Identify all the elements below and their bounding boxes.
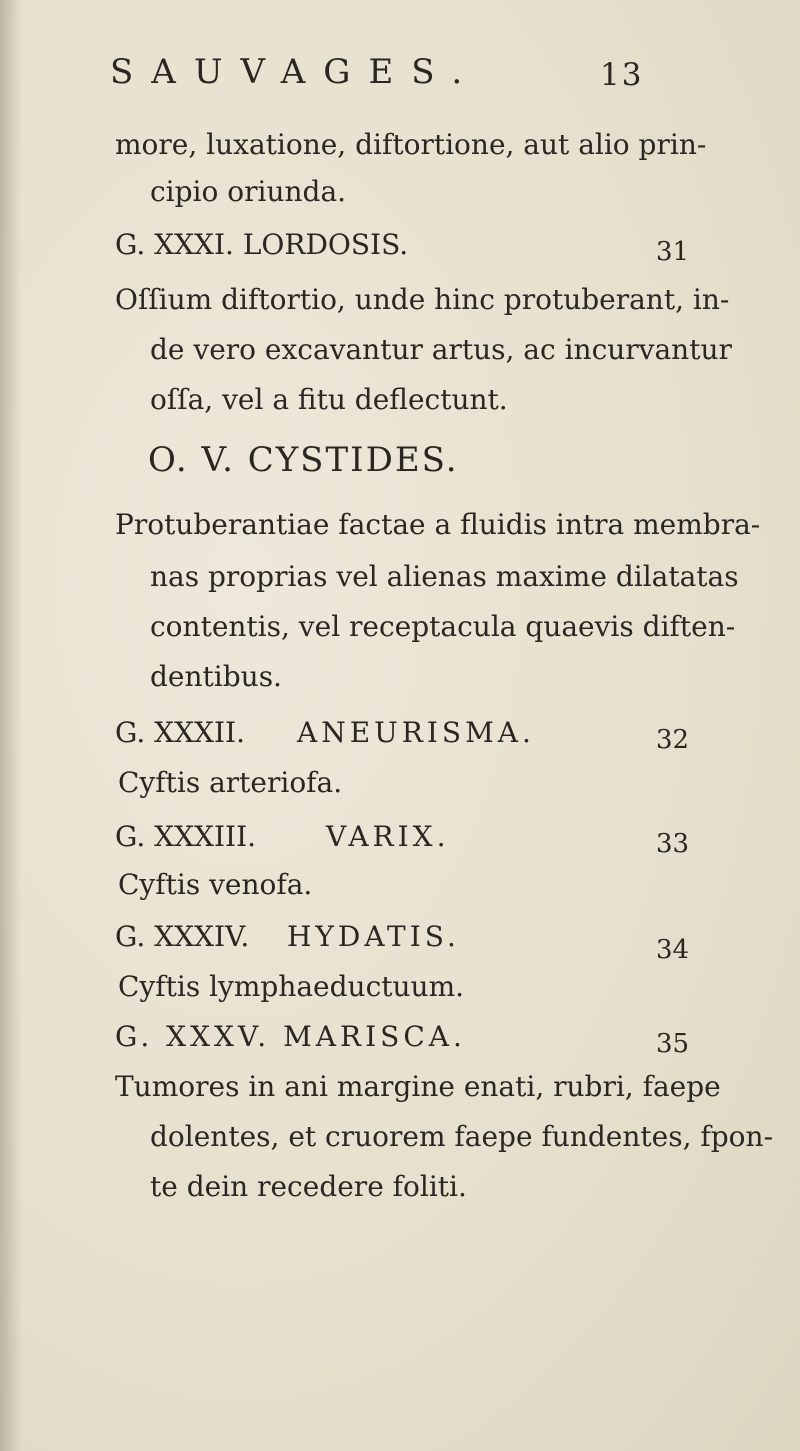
margin-number: 31 <box>656 237 690 267</box>
margin-number: 34 <box>656 935 690 965</box>
text-line: nas proprias vel alienas maxime dilatatas <box>150 560 739 593</box>
text-line: Oſſium diftortio, unde hinc protuberant, in- <box>115 283 730 316</box>
margin-number: 33 <box>656 829 690 859</box>
text-line: dentibus. <box>150 660 282 693</box>
text-line: Protuberantiae factae a fluidis intra membra- <box>115 508 761 541</box>
genus-number-aneurisma: G. XXXII. <box>115 716 245 749</box>
genus-number-varix: G. XXXIII. <box>115 820 257 853</box>
text-line: te dein recedere foliti. <box>150 1170 467 1203</box>
genus-name-aneurisma: ANEURISMA. <box>297 716 535 749</box>
text-line: Cyftis venofa. <box>118 868 313 901</box>
text-line: Cyftis lymphaeductuum. <box>118 970 465 1003</box>
text-line: contentis, vel receptacula quaevis diften- <box>150 610 736 643</box>
text-line: dolentes, et cruorem faepe fundentes, fpon- <box>150 1120 774 1153</box>
text-line: Tumores in ani margine enati, rubri, faepe <box>115 1070 721 1103</box>
genus-number-hydatis: G. XXXIV. <box>115 920 250 953</box>
genus-heading-marisca: G. XXXV. MARISCA. <box>115 1020 466 1053</box>
text-line: more, luxatione, diftortione, aut alio prin- <box>115 128 707 161</box>
genus-name-varix: VARIX. <box>326 820 450 853</box>
margin-number: 35 <box>656 1029 690 1059</box>
text-line: Cyftis arteriofa. <box>118 766 343 799</box>
text-line: cipio oriunda. <box>150 175 347 208</box>
text-line: oſſa, vel a fitu deflectunt. <box>150 383 508 416</box>
page-number: 13 <box>600 57 644 93</box>
margin-number: 32 <box>656 725 690 755</box>
text-line: de vero excavantur artus, ac incurvantur <box>150 333 732 366</box>
running-header-title: SAUVAGES. <box>110 52 481 92</box>
order-heading-cystides: O. V. CYSTIDES. <box>148 440 459 480</box>
genus-name-hydatis: HYDATIS. <box>287 920 460 953</box>
page-gutter-shadow <box>0 0 22 1451</box>
genus-heading-lordosis: G. XXXI. LORDOSIS. <box>115 228 409 261</box>
